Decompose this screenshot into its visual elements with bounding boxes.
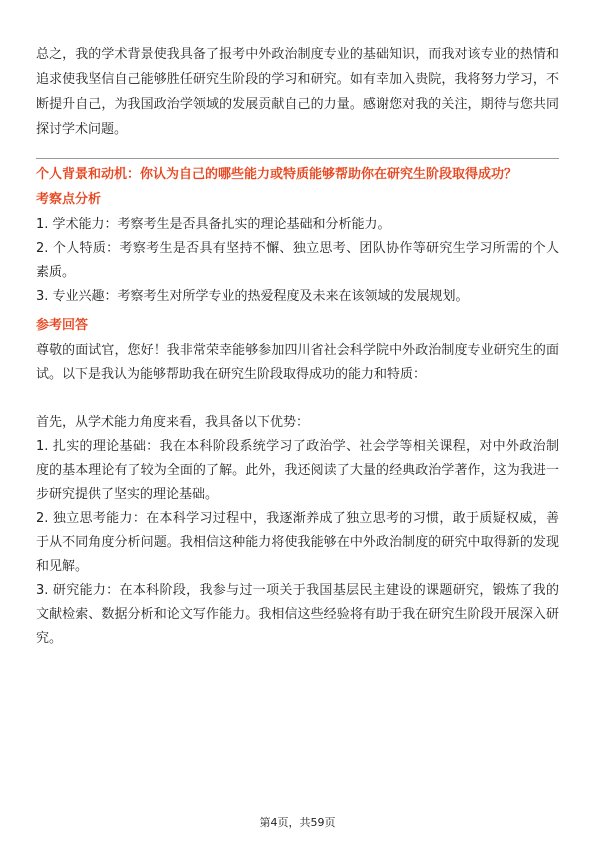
analysis-item: 1. 学术能力：考察考生是否具备扎实的理论基础和分析能力。 [36,217,391,232]
answer-section [36,315,559,651]
analysis-item: 2. 个人特质：考察考生是否具有坚持不懈、独立思考、团队协作等研究生学习所需的个人素质。 [36,241,559,280]
page-number: 第4页，共59页 [259,816,336,829]
answer-heading: 参考回答 [36,318,89,333]
answer-point: 3. 研究能力：在本科阶段，我参与过一项关于我国基层民主建设的课题研究，锻炼了我的文献检索、数据分析和论文写作能力。我相信这些经验将有助于我在研究生阶段开展深入研究。 [36,583,559,646]
analysis-section [36,189,559,309]
answer-point: 2. 独立思考能力：在本科学习过程中，我逐渐养成了独立思考的习惯，敢于质疑权威，善于从不同角度分析问题。我相信这种能力将使我能够在中外政治制度的研究中取得新的发现和见解。 [36,511,559,574]
spacer [36,387,559,411]
answer-greeting: 尊敬的面试官，您好！我非常荣幸能够参加四川省社会科学院中外政治制度专业研究生的面试。以下是我认为能够帮助我在研究生阶段取得成功的能力和特质： [36,343,559,382]
section-divider [36,158,559,159]
analysis-item: 3. 专业兴趣：考察考生对所学专业的热爱程度及未来在该领域的发展规划。 [36,289,469,304]
intro-paragraph: 总之，我的学术背景使我具备了报考中外政治制度专业的基础知识，而我对该专业的热情和追求使我坚信自己能够胜任研究生阶段的学习和研究。如有幸加入贵院，我将努力学习，不断提升自己，为我国政治学领域的发展贡献自己的力量。感谢您对我的关注，期待与您共同探讨学术问题。 [36,47,559,137]
answer-point: 1. 扎实的理论基础：我在本科阶段系统学习了政治学、社会学等相关课程，对中外政治制度的基本理论有了较为全面的了解。此外，我还阅读了大量的经典政治学著作，这为我进一步研究提供了坚实的理论基础。 [36,439,559,502]
intro-section [36,42,559,142]
spacer [36,142,559,158]
page-content [36,42,559,651]
interview-question: 个人背景和动机：你认为自己的哪些能力或特质能够帮助你在研究生阶段取得成功？ [36,167,518,182]
answer-lead: 首先，从学术能力角度来看，我具备以下优势： [36,415,310,430]
analysis-heading: 考察点分析 [36,192,102,207]
